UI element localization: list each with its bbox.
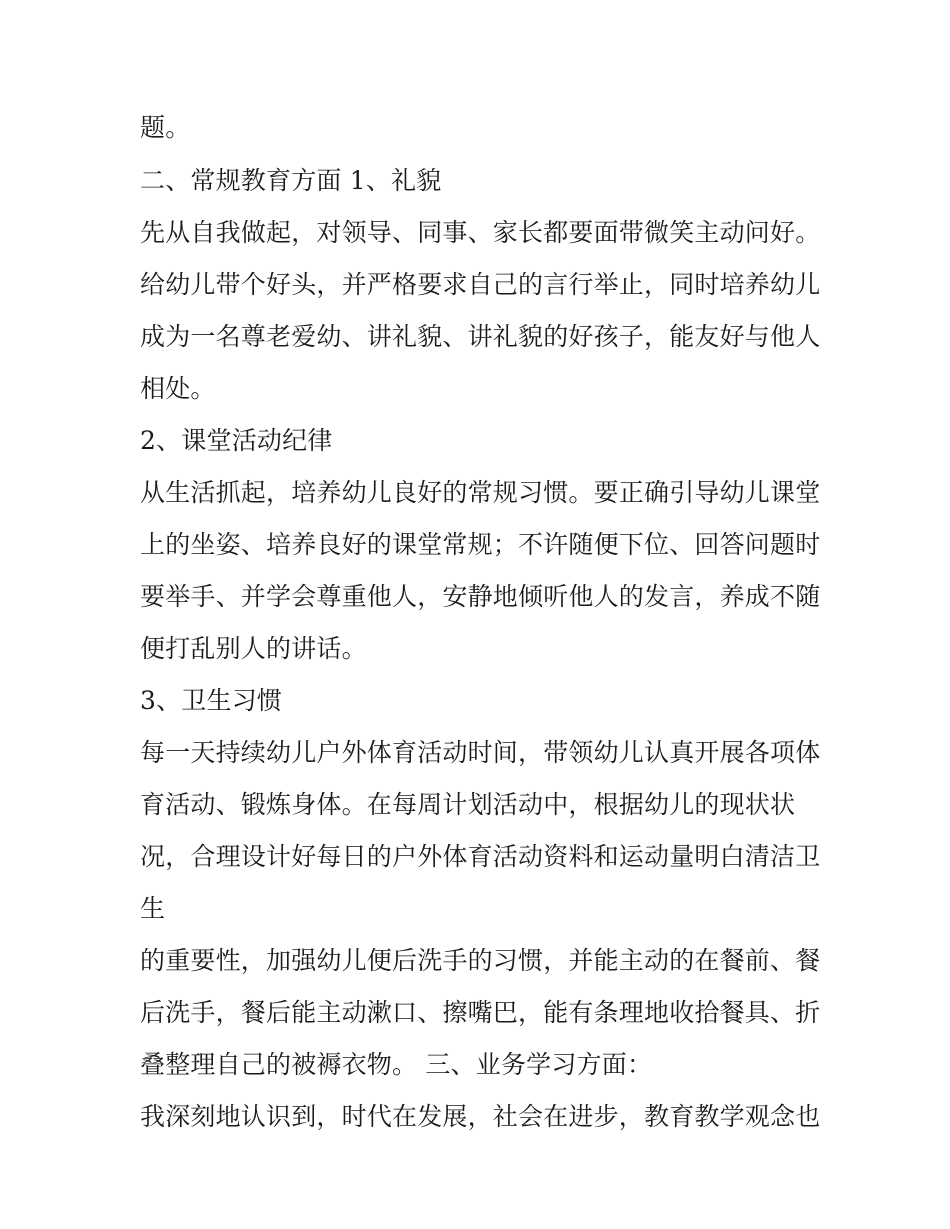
text-line: 的重要性，加强幼儿便后洗手的习惯，并能主动的在餐前、餐: [140, 946, 821, 975]
text-line: 后洗手，餐后能主动漱口、擦嘴巴，能有条理地收拾餐具、折: [140, 998, 821, 1027]
text-line: 成为一名尊老爱幼、讲礼貌、讲礼貌的好孩子，能友好与他人: [140, 322, 821, 351]
text-line: 先从自我做起，对领导、同事、家长都要面带微笑主动问好。: [140, 218, 821, 247]
text-line: 给幼儿带个好头，并严格要求自己的言行举止，同时培养幼儿: [140, 270, 821, 299]
subsection-heading: 3、卫生习惯: [140, 686, 283, 715]
text-line: 育活动、锻炼身体。在每周计划活动中，根据幼儿的现状状: [140, 790, 796, 819]
text-line: 要举手、并学会尊重他人，安静地倾听他人的发言，养成不随: [140, 582, 821, 611]
text-line: 况，合理设计好每日的户外体育活动资料和运动量明白清洁卫: [140, 842, 821, 871]
text-line: 我深刻地认识到，时代在发展，社会在进步，教育教学观念也: [140, 1102, 821, 1131]
text-line: 便打乱别人的讲话。: [140, 634, 367, 663]
text-line: 上的坐姿、培养良好的课堂常规；不许随便下位、回答问题时: [140, 530, 821, 559]
subsection-heading: 2、课堂活动纪律: [140, 426, 333, 455]
text-line: 相处。: [140, 374, 216, 403]
text-line: 每一天持续幼儿户外体育活动时间，带领幼儿认真开展各项体: [140, 738, 821, 767]
text-line: 题。: [140, 113, 191, 142]
text-line: 从生活抓起，培养幼儿良好的常规习惯。要正确引导幼儿课堂: [140, 478, 821, 507]
text-line: 叠整理自己的被褥衣物。 三、业务学习方面：: [140, 1050, 653, 1079]
text-line: 生: [140, 894, 166, 923]
section-heading: 二、常规教育方面 1、礼貌: [140, 166, 442, 195]
